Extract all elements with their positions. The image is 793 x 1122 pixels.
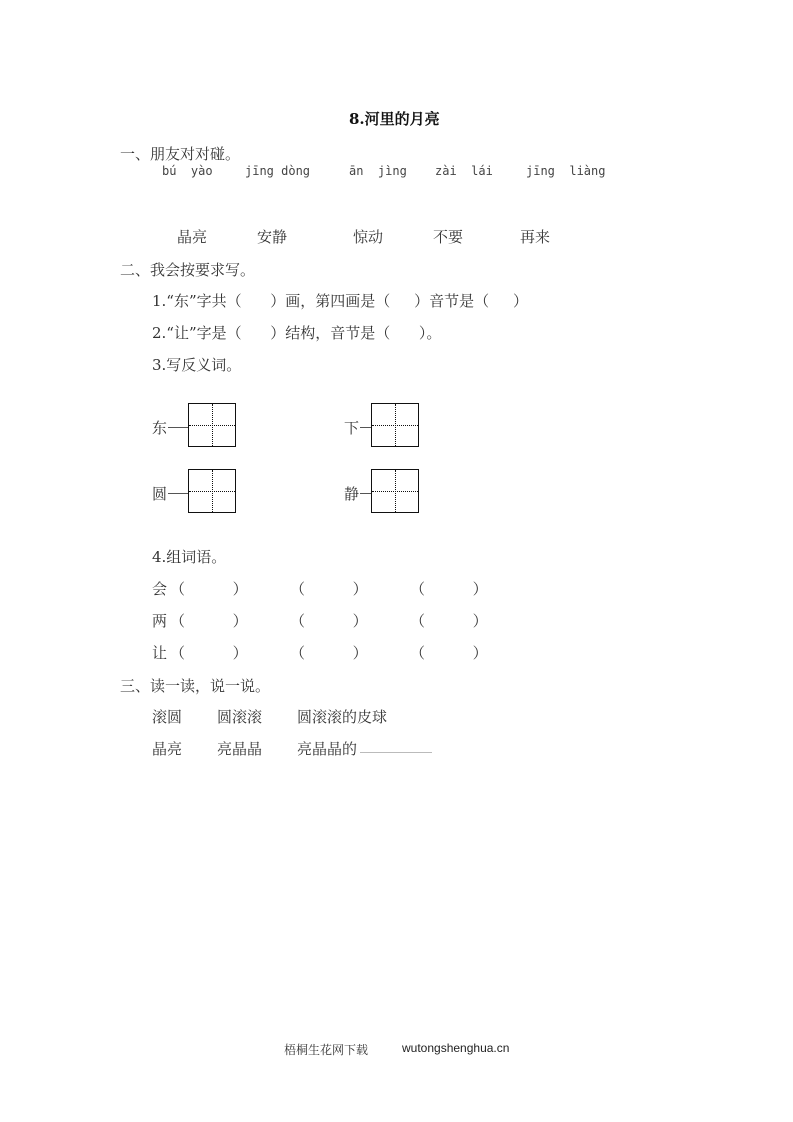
- read-item: 圆滚滚: [217, 708, 263, 726]
- word-group-slot[interactable]: （ ）: [170, 612, 248, 630]
- section2-heading: 二、我会按要求写。: [120, 261, 256, 279]
- word-group-slot[interactable]: （ ）: [170, 580, 248, 598]
- word-3: 惊动: [353, 228, 384, 246]
- word-group-slot[interactable]: （ ）: [410, 580, 488, 598]
- pinyin-4: zài lái: [435, 164, 493, 178]
- read-item: 晶亮: [152, 740, 183, 758]
- question-2: 2.“让”字是（ ）结构，音节是（ ）。: [152, 324, 442, 342]
- question-1: 1.“东”字共（ ）画，第四画是（ ）音节是（ ）: [152, 292, 528, 310]
- word-group-slot[interactable]: （ ）: [170, 644, 248, 662]
- word-group-char-liang: 两: [152, 612, 168, 630]
- word-4: 不要: [433, 228, 464, 246]
- section1-heading: 一、朋友对对碰。: [120, 145, 241, 163]
- antonym-char-dong: 东: [152, 419, 168, 437]
- antonym-char-jing: 静: [344, 485, 360, 503]
- antonym-dash: [168, 493, 188, 494]
- word-group-char-hui: 会: [152, 580, 168, 598]
- antonym-char-xia: 下: [344, 419, 360, 437]
- writing-box-dong[interactable]: [188, 403, 236, 447]
- pinyin-5: jīng liàng: [526, 164, 606, 178]
- word-group-slot[interactable]: （ ）: [410, 644, 488, 662]
- pinyin-1: bú yào: [162, 164, 213, 178]
- section3-heading: 三、读一读，说一说。: [120, 677, 271, 695]
- writing-box-yuan[interactable]: [188, 469, 236, 513]
- word-group-slot[interactable]: （ ）: [290, 644, 368, 662]
- word-group-slot[interactable]: （ ）: [290, 580, 368, 598]
- word-5: 再来: [520, 228, 551, 246]
- question-4: 4.组词语。: [152, 548, 227, 566]
- question-3: 3.写反义词。: [152, 356, 242, 374]
- fill-in-blank-line[interactable]: [360, 752, 432, 753]
- read-item: 圆滚滚的皮球: [297, 708, 388, 726]
- footer-site-name: 梧桐生花网下载: [284, 1043, 369, 1057]
- read-item: 亮晶晶: [217, 740, 263, 758]
- pinyin-3: ān jìng: [349, 164, 407, 178]
- antonym-dash: [168, 427, 188, 428]
- word-2: 安静: [257, 228, 288, 246]
- read-item: 亮晶晶的: [297, 740, 358, 758]
- word-group-slot[interactable]: （ ）: [410, 612, 488, 630]
- writing-box-jing[interactable]: [371, 469, 419, 513]
- footer-site-url: wutongshenghua.cn: [402, 1041, 510, 1055]
- read-item: 滚圆: [152, 708, 183, 726]
- word-group-char-rang: 让: [152, 644, 168, 662]
- pinyin-2: jīng dòng: [245, 164, 311, 178]
- writing-box-xia[interactable]: [371, 403, 419, 447]
- antonym-char-yuan: 圆: [152, 485, 168, 503]
- word-group-slot[interactable]: （ ）: [290, 612, 368, 630]
- page-title: 8.河里的月亮: [349, 110, 440, 128]
- word-1: 晶亮: [177, 228, 208, 246]
